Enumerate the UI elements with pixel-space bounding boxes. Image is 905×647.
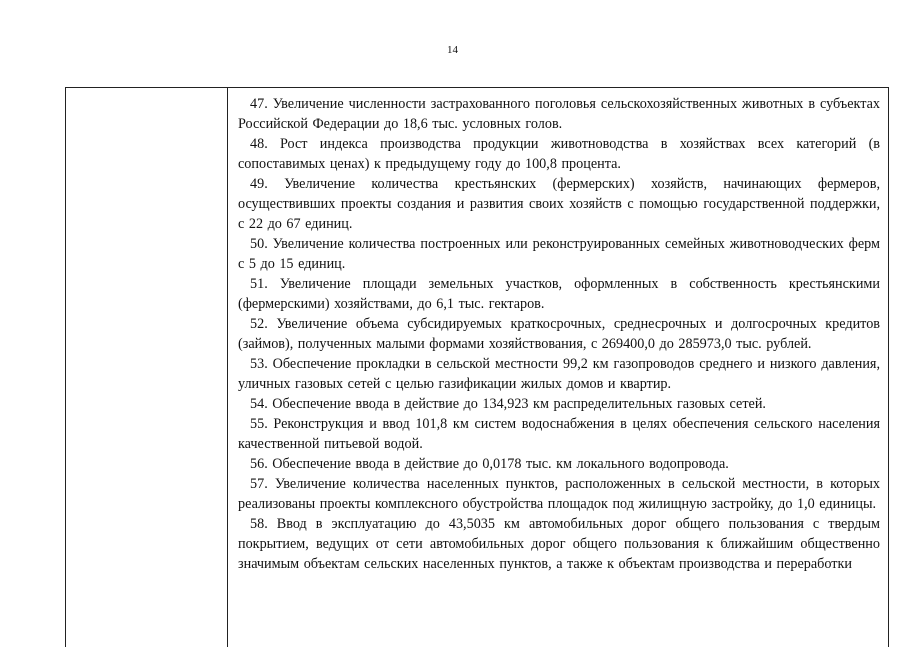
indicator-item-51: 51. Увеличение площади земельных участков, оформленных в собственность крестьянскими (фермерскими) хозяйствами, до 6,1 тыс. гектаров. [238, 276, 880, 312]
indicator-item-49: 49. Увеличение количества крестьянских (фермерских) хозяйств, начинающих фермеров, осуществивших проекты создания и развития своих хозяйств с помощью государственной поддержки, с 22 до 67 единиц. [238, 176, 880, 232]
indicator-item-52: 52. Увеличение объема субсидируемых краткосрочных, среднесрочных и долгосрочных кредитов (займов), полученных малыми формами хозяйствования, с 269400,0 до 285973,0 тыс. рублей. [238, 316, 880, 352]
indicator-item-47: 47. Увеличение численности застрахованного поголовья сельскохозяйственных животных в субъектах Российской Федерации до 18,6 тыс. условных голов. [238, 96, 880, 132]
targets-table [65, 87, 889, 647]
indicator-item-55: 55. Реконструкция и ввод 101,8 км систем водоснабжения в целях обеспечения сельского населения качественной питьевой водой. [238, 416, 880, 452]
indicator-item-58: 58. Ввод в эксплуатацию до 43,5035 км автомобильных дорог общего пользования с твердым покрытием, ведущих от сети автомобильных дорог общего пользования к ближайшим общественно значимым объектам сельских населенных пунктов, а также к объектам производства и переработки [238, 516, 880, 572]
indicator-item-57: 57. Увеличение количества населенных пунктов, расположенных в сельской местности, в которых реализованы проекты комплексного обустройства площадок под жилищную застройку, до 1,0 единицы. [238, 476, 880, 512]
indicators-cell [228, 88, 888, 574]
indicator-item-56: 56. Обеспечение ввода в действие до 0,0178 тыс. км локального водопровода. [250, 456, 729, 472]
empty-left-cell [66, 88, 228, 647]
page-number: 14 [447, 44, 458, 56]
indicator-item-54: 54. Обеспечение ввода в действие до 134,923 км распределительных газовых сетей. [250, 396, 766, 412]
indicator-item-48: 48. Рост индекса производства продукции животноводства в хозяйствах всех категорий (в сопоставимых ценах) к предыдущему году до 100,8 процента. [238, 136, 880, 172]
indicator-item-53: 53. Обеспечение прокладки в сельской местности 99,2 км газопроводов среднего и низкого давления, уличных газовых сетей с целью газификации жилых домов и квартир. [238, 356, 880, 392]
indicator-item-50: 50. Увеличение количества построенных или реконструированных семейных животноводческих ферм с 5 до 15 единиц. [238, 236, 880, 272]
